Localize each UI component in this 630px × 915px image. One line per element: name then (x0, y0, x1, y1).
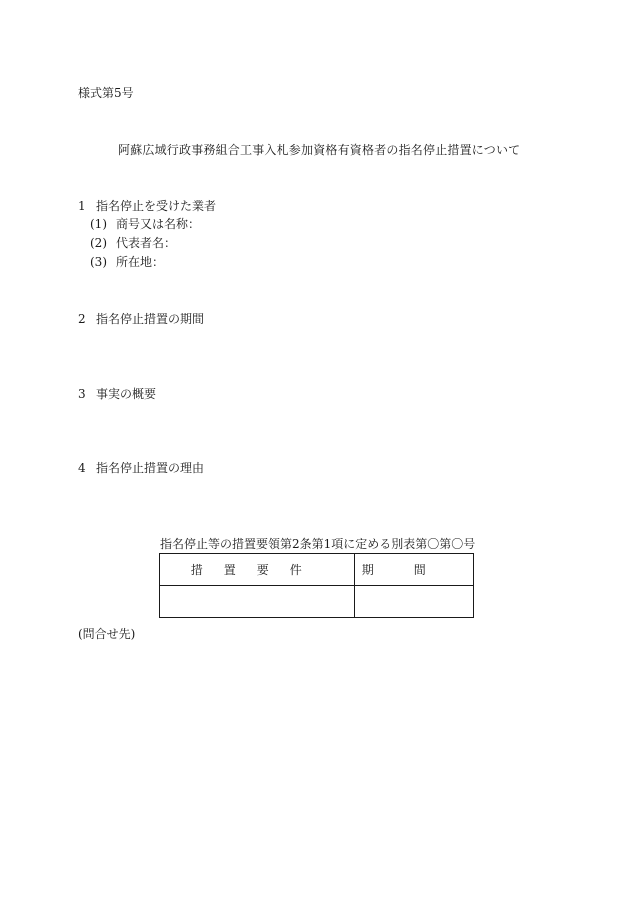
section-2-number: 2 (78, 312, 86, 326)
form-number: 様式第5号 (78, 86, 134, 100)
item-label: 所在地： (116, 255, 165, 269)
header-measure-requirement: 措置要件 (160, 554, 355, 586)
section-1-item-address (90, 255, 164, 269)
item-label: 商号又は名称： (116, 217, 201, 231)
measure-table (159, 553, 474, 618)
table-row (160, 586, 474, 618)
section-1-item-representative (90, 236, 176, 250)
cell-measure-requirement (160, 586, 355, 618)
document-title: 阿蘇広域行政事務組合工事入札参加資格有資格者の指名停止措置について (118, 143, 521, 157)
section-4-title: 指名停止措置の理由 (96, 461, 205, 475)
section-4-heading (78, 461, 204, 475)
section-1-title: 指名停止を受けた業者 (96, 199, 217, 213)
table-caption: 指名停止等の措置要領第2条第1項に定める別表第〇第〇号 (160, 537, 476, 551)
section-3-title: 事実の概要 (96, 387, 157, 401)
section-1-item-company-name (90, 217, 200, 231)
item-number: (3) (90, 255, 107, 269)
item-number: (1) (90, 217, 107, 231)
header-period: 期間 (354, 554, 473, 586)
section-3-number: 3 (78, 387, 86, 401)
item-number: (2) (90, 236, 107, 250)
cell-period (354, 586, 473, 618)
section-1-number: 1 (78, 199, 86, 213)
section-1-heading (78, 199, 216, 213)
section-3-heading (78, 387, 156, 401)
section-2-heading (78, 312, 204, 326)
section-2-title: 指名停止措置の期間 (96, 312, 205, 326)
table-header-row (160, 554, 474, 586)
item-label: 代表者名： (116, 236, 177, 250)
section-4-number: 4 (78, 461, 86, 475)
contact-label: (問合せ先) (78, 627, 136, 641)
